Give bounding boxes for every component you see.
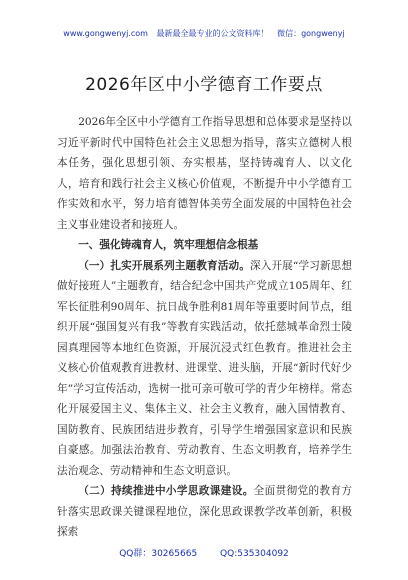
footer-banner xyxy=(0,546,408,559)
header-banner xyxy=(0,28,408,39)
qq-group: QQ群：30265665 xyxy=(119,549,198,559)
intro-paragraph: 2026年全区中小学德育工作指导思想和总体要求是坚持以习近平新时代中国特色社会主义思想为指导，落实立德树人根本任务，强化思想引领、夯实根基，坚持铸魂育人、以文化人，培育和践行社会主义核心价值观，不断提升中小学德育工作实效和水平，努力培育德智体美劳全面发展的中国特色社会主义事业建设者和接班人。 xyxy=(57,116,352,231)
item-lead-1: （一）扎实开展系列主题教育活动。 xyxy=(78,259,250,272)
item-body-2: 全面贯彻党的教育方针落实思政课关键课程地位，深化思政课教学改革创新，积极探索 xyxy=(57,485,353,538)
document-title: 2026年区中小学德育工作要点 xyxy=(85,75,323,95)
item-lead-2: （二）持续推进中小学思政课建设。 xyxy=(78,485,254,497)
wechat-id: 微信：gongwenyj xyxy=(277,29,345,38)
site-url[interactable]: www.gongwenyj.com xyxy=(63,29,148,38)
item-body-1: 深入开展“学习新思想做好接班人”主题教育，结合纪念中国共产党成立105周年、红军长征胜利90周年、抗日战争胜利81周年等重要时间节点，组织开展“强国复兴有我”等教育实践活动，依托慈城革命烈士陵园真理园等本地红色资源，开展沉浸式红色教育。推进社会主义核心价值观教育进教材、进课堂、进头脑，开展“新时代好少年”学习宣传活动，选树一批可亲可敬可学的青少年榜样。常态化开展爱国主义、集体主义、社会主义教育，融入国情教育、国防教育、民族团结进步教育，引导学生增强国家意识和民族自豪感。加强法治教育、劳动教育、生态文明教育，培养学生法治观念、劳动精神和生态文明意识。 xyxy=(57,259,353,477)
item-paragraph-1 xyxy=(57,256,352,482)
slogan: 最新最全最专业的公文资料库！ xyxy=(156,29,269,38)
section-heading: 一、强化铸魂育人，筑牢理想信念根基 xyxy=(78,239,259,251)
qq-number: QQ:535304092 xyxy=(220,549,289,559)
document-body xyxy=(57,112,352,543)
item-paragraph-2 xyxy=(57,481,352,543)
